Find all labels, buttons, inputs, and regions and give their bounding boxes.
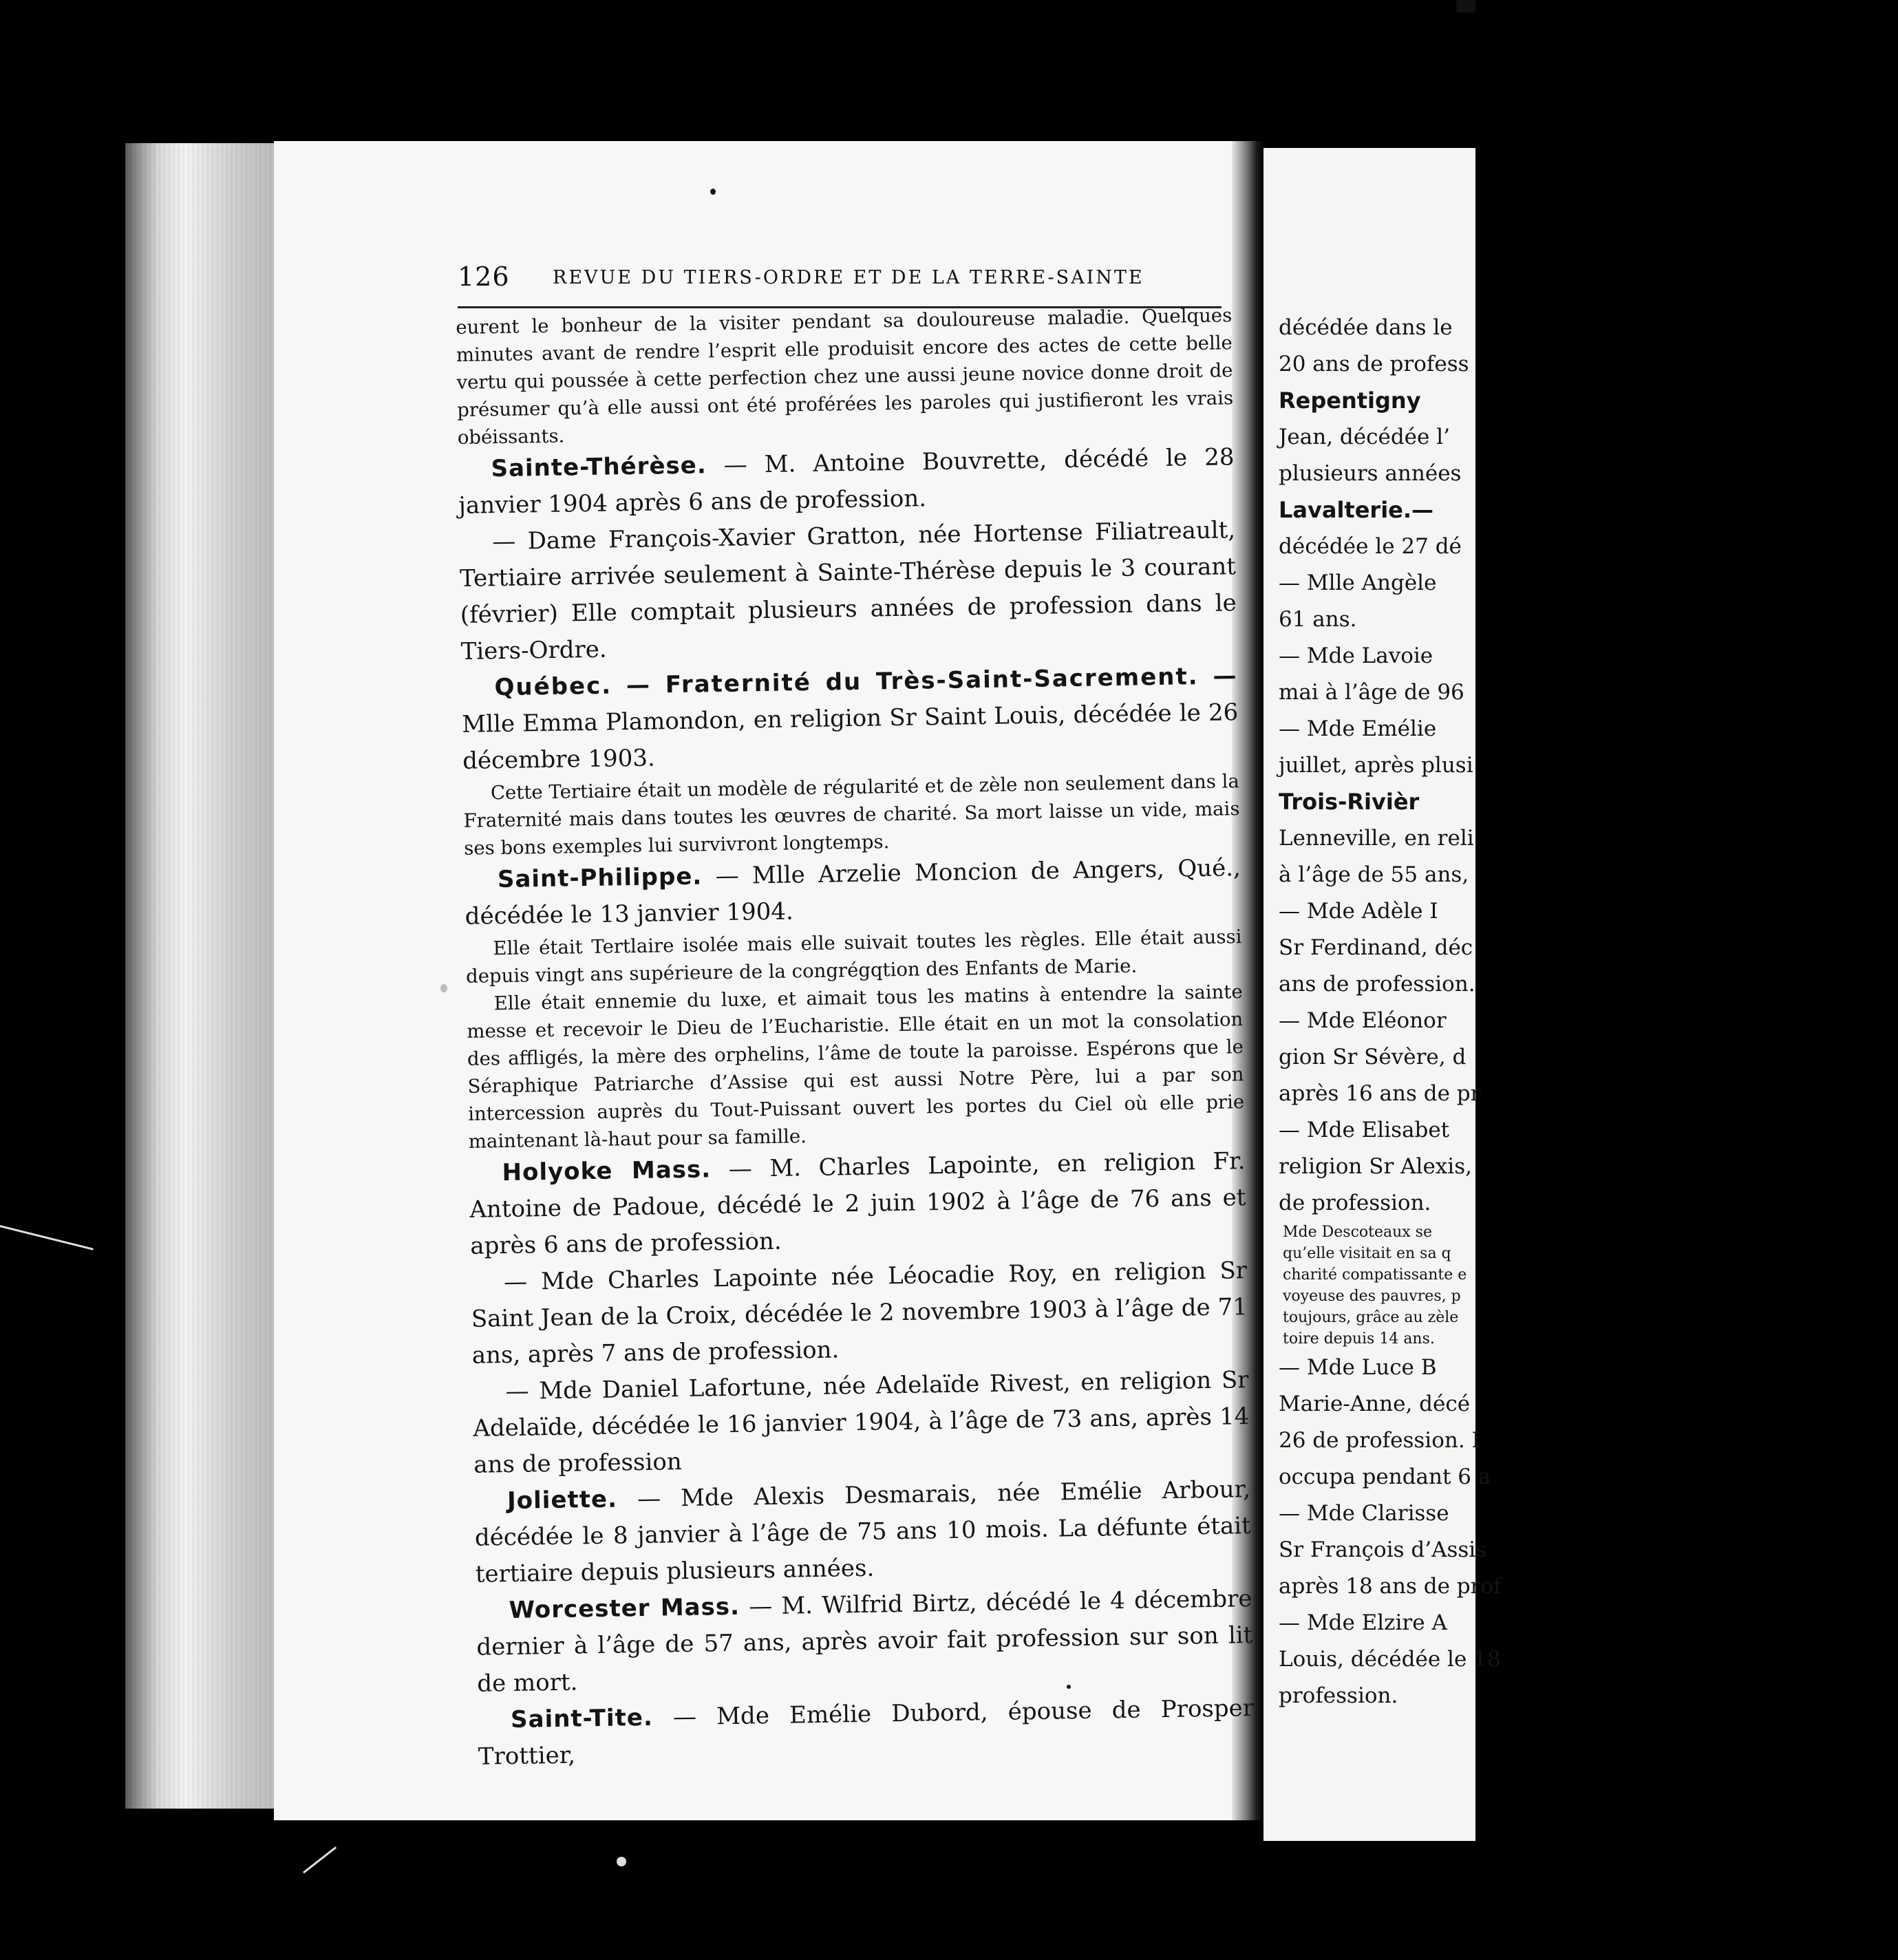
text-saint-tite: — Mde Emélie Dubord, épouse de Prosper Trottier, (478, 1694, 1255, 1771)
film-scratch (0, 1225, 94, 1250)
right-column-line: profession. (1279, 1683, 1398, 1708)
text-saint-philippe: — Mlle Arzelie Moncion de Angers, Qué., décédée le 13 janvier 1904. (465, 854, 1241, 930)
right-column-line: Trois-Rivièr (1279, 789, 1420, 815)
right-column-line: qu’elle visitait en sa q (1283, 1245, 1451, 1262)
right-column-line: Repentigny (1279, 387, 1421, 414)
right-column-line: charité compatissante e (1283, 1266, 1467, 1283)
right-column-line: voyeuse des pauvres, p (1283, 1288, 1461, 1305)
heading-saint-tite: Saint-Tite. (510, 1703, 654, 1734)
right-column-line: — Mde Adèle I (1279, 899, 1438, 924)
right-column-line: gion Sr Sévère, d (1279, 1045, 1467, 1069)
ink-speck (1456, 0, 1475, 12)
right-column-line: plusieurs années (1279, 461, 1462, 486)
heading-joliette: Joliette. (507, 1485, 618, 1515)
right-column-line: — Mde Elzire A (1279, 1610, 1447, 1635)
entry-joliette (474, 1471, 1252, 1593)
right-column-line: juillet, après plusi (1279, 753, 1473, 778)
right-column-line: — Mde Elisabet (1279, 1118, 1450, 1142)
right-column-line: décédée dans le (1279, 315, 1453, 340)
right-column-line: religion Sr Alexis, (1279, 1154, 1472, 1179)
text-worcester: — M. Wilfrid Birtz, décédé le 4 décembre dernier à l’âge de 57 ans, après avoir fait profession sur son lit de mort. (476, 1585, 1253, 1698)
right-column-line: — Mde Clarisse (1279, 1501, 1449, 1526)
right-column-line: ans de profession. (1279, 972, 1475, 997)
right-column-line: 26 de profession. I (1279, 1428, 1480, 1453)
ink-speck (1067, 1685, 1071, 1689)
right-column-line: Sr Ferdinand, déc (1279, 935, 1473, 960)
right-column-line: — Mlle Angèle (1279, 571, 1437, 595)
text-joliette: — Mde Alexis Desmarais, née Emélie Arbour, décédée le 8 janvier à l’âge de 75 ans 10 mois. La défunte était tertiaire depuis plusieurs années. (474, 1476, 1252, 1588)
right-column-line: décédée le 27 dé (1279, 534, 1462, 559)
right-column-line: 20 ans de profess (1279, 352, 1469, 376)
right-column-line: de profession. (1279, 1191, 1431, 1215)
right-column-line: 61 ans. (1279, 607, 1357, 632)
right-column-line: Lavalterie.— (1279, 497, 1434, 523)
right-column-line: toujours, grâce au zèle (1283, 1309, 1459, 1326)
film-scratch (303, 1846, 337, 1873)
entry-saint-philippe (465, 850, 1242, 935)
right-column-line: Lenneville, en reli (1279, 826, 1474, 851)
heading-quebec: Québec. — Fraternité du Très-Saint-Sacrement. — (494, 662, 1238, 702)
right-column-line: — Mde Eléonor (1279, 1008, 1447, 1033)
book-page-right-partial (1263, 148, 1502, 1841)
right-column-line: Louis, décédée le 18 (1279, 1647, 1501, 1672)
paragraph-intro: eurent le bonheur de la visiter pendant sa douloureuse maladie. Quelques minutes avant de rendre l’esprit elle produisit encore des actes de cette belle vertu qui poussée à cette perfection chez une aussi jeune novice donne droit de présumer qu’à elle aussi ont été proférées les paroles qui justifieront les vrais obéissants. (456, 304, 1234, 449)
right-column-line: à l’âge de 55 ans, (1279, 862, 1469, 887)
right-column-line: — Mde Emélie (1279, 716, 1437, 741)
entry-quebec (461, 658, 1239, 780)
right-column-line: Mde Descoteaux se (1283, 1224, 1432, 1241)
running-title: REVUE DU TIERS-ORDRE ET DE LA TERRE-SAINTE (553, 267, 1144, 288)
heading-sainte-therese: Sainte-Thérèse. (491, 451, 707, 483)
right-column-line: Marie-Anne, décé (1279, 1392, 1471, 1416)
entry-saint-tite (478, 1690, 1255, 1776)
right-column-line: après 16 ans de pr (1279, 1081, 1481, 1106)
entry-worcester (476, 1581, 1253, 1703)
right-column-line: toire depuis 14 ans. (1283, 1330, 1435, 1348)
heading-saint-philippe: Saint-Philippe. (497, 862, 703, 894)
note-quebec: Cette Tertiaire était un modèle de régularité et de zèle non seulement dans la Fraternité mais dans toutes les œuvres de charité. Sa mort laisse un vide, mais ses bons exemples lui survivront longtemps. (463, 770, 1240, 860)
ink-speck (710, 189, 716, 195)
book-edge-texture (125, 143, 275, 1809)
page-header (458, 262, 1228, 310)
right-column-line: mai à l’âge de 96 (1279, 680, 1464, 705)
ink-speck (440, 984, 447, 992)
entry-holyoke (469, 1143, 1246, 1265)
heading-holyoke: Holyoke Mass. (502, 1155, 712, 1187)
page-number: 126 (458, 262, 510, 292)
text-quebec: Mlle Emma Plamondon, en religion Sr Saint Louis, décédée le 26 décembre 1903. (462, 699, 1239, 775)
right-column-line: Jean, décédée l’ (1279, 425, 1450, 449)
entry-sainte-therese (458, 439, 1235, 524)
note-saint-philippe-2: Elle était ennemie du luxe, et aimait tous les matins à entendre la sainte messe et recevoir le Dieu de l’Eucharistie. Elle était en un mot la consolation des affligés, la mère des orphelins, l’âme de toute la paroisse. Espérons que le Séraphique Patriarche d’Assise qui est aussi Notre Père, lui a par son intercession auprès du Tout-Puissant ouvert les portes du Ciel où elle prie maintenant là-haut pour sa famille. (467, 981, 1245, 1153)
right-column-line: — Mde Luce B (1279, 1355, 1437, 1380)
right-column-line: Sr François d’Assis (1279, 1537, 1487, 1562)
heading-worcester: Worcester Mass. (509, 1592, 740, 1625)
film-scratch (617, 1857, 626, 1866)
right-column-line: — Mde Lavoie (1279, 643, 1433, 668)
text-sainte-therese: — M. Antoine Bouvrette, décédé le 28 janvier 1904 après 6 ans de profession. (458, 443, 1235, 520)
right-column-line: après 18 ans de prof (1279, 1574, 1502, 1599)
entry-lapointe-roy: — Mde Charles Lapointe née Léocadie Roy, en religion Sr Saint Jean de la Croix, décédée le 2 novembre 1903 à l’âge de 71 ans, après 7 ans de profession. (471, 1257, 1248, 1370)
right-column-text (1279, 310, 1898, 1714)
right-column-line: occupa pendant 6 a (1279, 1464, 1491, 1489)
note-saint-philippe-1: Elle était Tertlaire isolée mais elle suivait toutes les règles. Elle était aussi depuis vingt ans supérieure de la congrégqtion des Enfants de Marie. (465, 926, 1242, 988)
entry-lafortune: — Mde Daniel Lafortune, née Adelaïde Rivest, en religion Sr Adelaïde, décédée le 16 janvier 1904, à l’âge de 73 ans, après 14 ans de profession (473, 1366, 1250, 1479)
page-body (456, 301, 1255, 1775)
text-holyoke: — M. Charles Lapointe, en religion Fr. Antoine de Padoue, décédé le 2 juin 1902 à l’âge de 76 ans et après 6 ans de profession. (469, 1147, 1246, 1260)
entry-gratton: — Dame François-Xavier Gratton, née Hortense Filiatreault, Tertiaire arrivée seulement à Sainte-Thérèse depuis le 3 courant (février) Elle comptait plusieurs années de profession dans le Tiers-Ordre. (459, 516, 1237, 665)
